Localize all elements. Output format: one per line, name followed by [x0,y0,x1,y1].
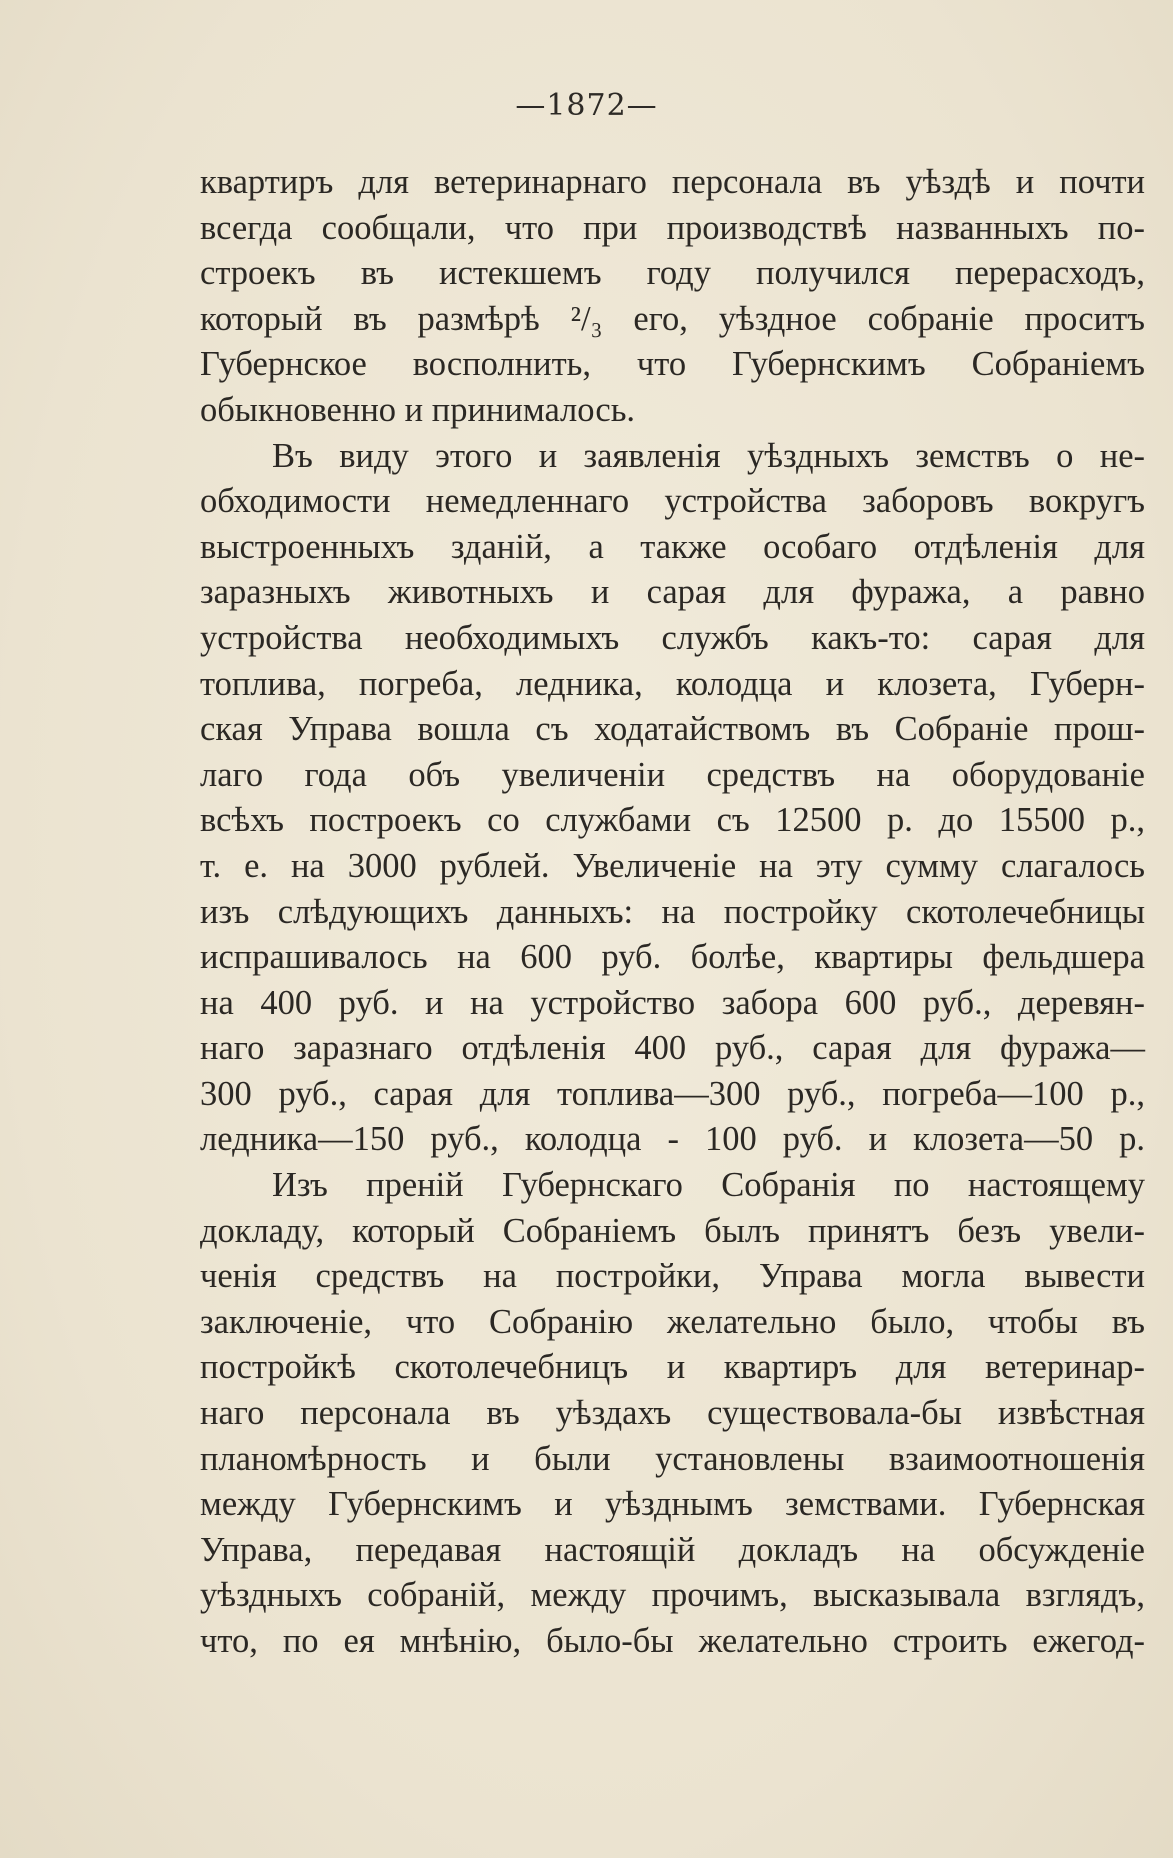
text-line: квартиръ для ветеринарнаго персонала въ уѣздѣ и почти [200,163,1145,201]
text-line: Губернское восполнить, что Губернскимъ Собраніемъ [200,345,1145,384]
text-line: устройства необходимыхъ службъ какъ-то: сарая для [200,618,1145,657]
text-line: докладу, который Собраніемъ былъ принятъ безъ увели- [200,1211,1145,1250]
text-line: между Губернскимъ и уѣзднымъ земствами. Губернская [200,1485,1145,1524]
text-line: Управа, передавая настоящій докладъ на обсужденіе [200,1530,1145,1569]
text-line: обходимости немедленнаго устройства заборовъ вокругъ [200,482,1145,521]
text-line: лаго года объ увеличеніи средствъ на оборудованіе [200,755,1145,794]
text-line: Въ виду этого и заявленія уѣздныхъ земствъ о не- [272,436,1145,475]
text-line: наго заразнаго отдѣленія 400 руб., сарая для фуража— [200,1029,1145,1068]
text-line: изъ слѣдующихъ данныхъ: на постройку скотолечебницы [200,892,1145,931]
text-line: всегда сообщали, что при производствѣ названныхъ по- [200,208,1145,247]
text-line: топлива, погреба, ледника, колодца и клозета, Губерн- [200,664,1145,703]
text-line: обыкновенно и принималось. [200,390,636,429]
text-line: Изъ преній Губернскаго Собранія по настоящему [272,1166,1145,1205]
text-line: планомѣрность и были установлены взаимоотношенія [200,1439,1145,1478]
text-line: ченія средствъ на постройки, Управа могла вывести [200,1257,1145,1296]
text-line: ледника—150 руб., колодца - 100 руб. и клозета—50 р. [200,1120,1145,1159]
text-line: уѣздныхъ собраній, между прочимъ, высказывала взглядъ, [200,1576,1145,1615]
text-line: заразныхъ животныхъ и сарая для фуража, а равно [200,573,1145,612]
text-line: всѣхъ построекъ со службами съ 12500 р. до 15500 р., [200,801,1145,840]
text-line: наго персонала въ уѣздахъ существовала-бы извѣстная [200,1394,1145,1433]
text-line: ская Управа вошла съ ходатайствомъ въ Собраніе прош- [200,710,1145,749]
text-line: т. е. на 3000 рублей. Увеличеніе на эту сумму слагалось [200,846,1145,885]
body-text [200,160,1145,1665]
text-line: который въ размѣрѣ ²/₃ его, уѣздное собраніе проситъ [200,299,1145,338]
text-line: заключеніе, что Собранію желательно было, чтобы въ [200,1302,1145,1341]
text-line: что, по ея мнѣнію, было-бы желательно строить ежегод- [200,1622,1145,1660]
text-line: 300 руб., сарая для топлива—300 руб., погреба—100 р., [200,1074,1145,1113]
text-line: постройкѣ скотолечебницъ и квартиръ для ветеринар- [200,1348,1145,1387]
text-line: выстроенныхъ зданій, а также особаго отдѣленія для [200,527,1145,566]
text-line: строекъ въ истекшемъ году получился перерасходъ, [200,254,1145,293]
text-line: на 400 руб. и на устройство забора 600 руб., деревян- [200,983,1145,1022]
page-number: —1872— [515,88,658,123]
text-line: испрашивалось на 600 руб. болѣе, квартиры фельдшера [200,938,1145,977]
